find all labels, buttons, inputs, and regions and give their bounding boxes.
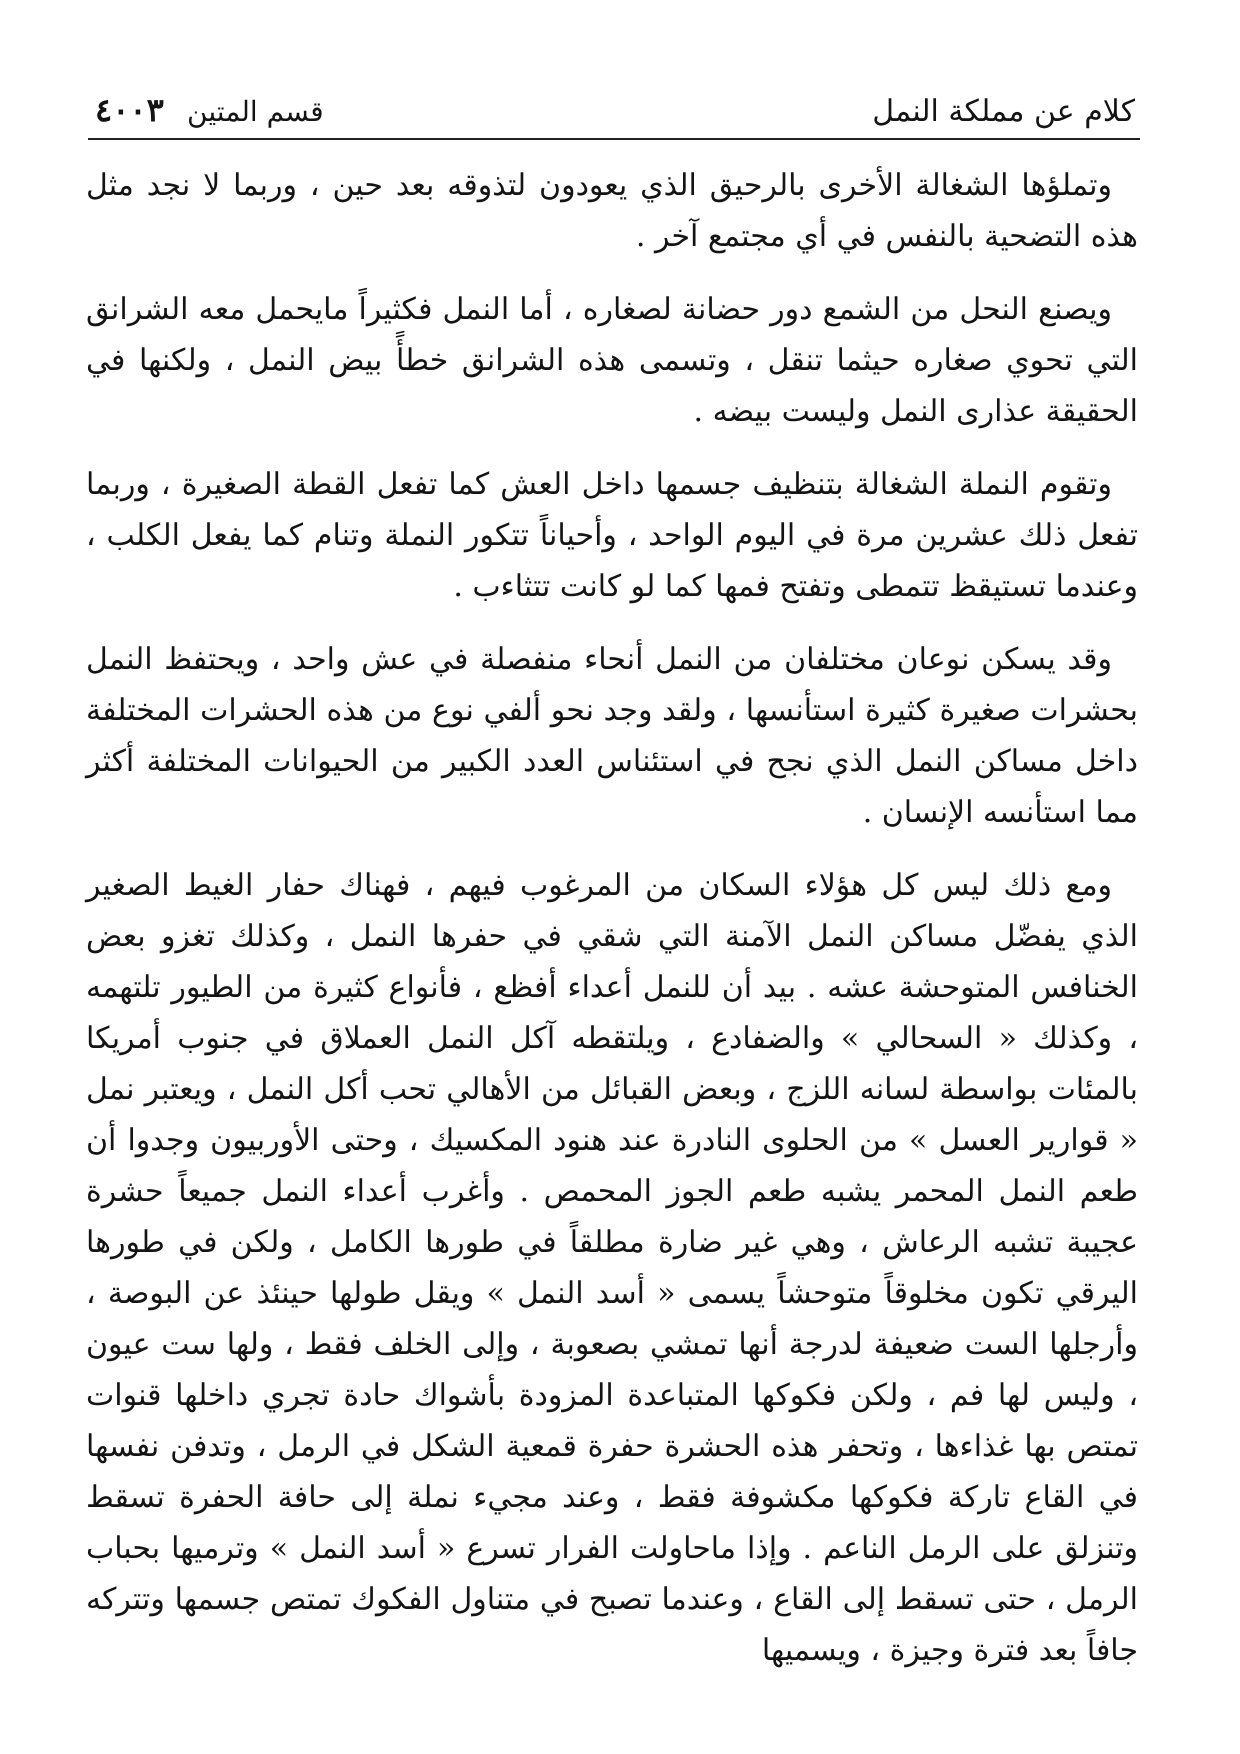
paragraph: وتقوم النملة الشغالة بتنظيف جسمها داخل العش كما تفعل القطة الصغيرة ، وربما تفعل ذلك عشرين مرة في اليوم الواحد ، وأحياناً تتكور النملة وتنام كما يفعل الكلب ، وعندما تستيقظ تتمطى وتفتح فمها كما لو كانت تتثاءب . xyxy=(86,467,1138,604)
running-title: كلام عن مملكة النمل xyxy=(872,94,1135,129)
paragraph: وتملؤها الشغالة الأخرى بالرحيق الذي يعودون لتذوقه بعد حين ، وربما لا نجد مثل هذه التضحية بالنفس في أي مجتمع آخر . xyxy=(86,168,1138,254)
paragraph: ومع ذلك ليس كل هؤلاء السكان من المرغوب فيهم ، فهناك حفار الغيط الصغير الذي يفضّل مساكن النمل الآمنة التي شقي في حفرها النمل ، وكذلك تغزو بعض الخنافس المتوحشة عشه . بيد أن للنمل أعداء أفظع ، فأنواع كثيرة من الطيور تلتهمه ، وكذلك « السحالي » والضفادع ، ويلتقطه آكل النمل العملاق في جنوب أمريكا بالمئات بواسطة لسانه اللزج ، وبعض القبائل من الأهالي تحب أكل النمل ، ويعتبر نمل « قوارير العسل » من الحلوى النادرة عند هنود المكسيك ، وحتى الأوربيون وجدوا أن طعم النمل المحمر يشبه طعم الجوز المحمص . وأغرب أعداء النمل جميعاً حشرة عجيبة تشبه الرعاش ، وهي غير ضارة مطلقاً في طورها الكامل ، ولكن في طورها اليرقي تكون مخلوقاً متوحشاً يسمى « أسد النمل » ويقل طولها حينئذ عن البوصة ، وأرجلها الست ضعيفة لدرجة أنها تمشي بصعوبة ، وإلى الخلف فقط ، ولها ست عيون ، وليس لها فم ، ولكن فكوكها المتباعدة المزودة بأشواك حادة تجري داخلها قنوات تمتص بها غذاءها ، وتحفر هذه الحشرة حفرة قمعية الشكل في الرمل ، وتدفن نفسها في القاع تاركة فكوكها مكشوفة فقط ، وعند مجيء نملة إلى حافة الحفرة تسقط وتنزلق على الرمل الناعم . وإذا ماحاولت الفرار تسرع « أسد النمل » وترميها بحباب الرمل ، حتى تسقط إلى القاع ، وعندما تصبح في متناول الفكوك تمتص جسمها وتتركه جافاً بعد فترة وجيزة ، ويسميها xyxy=(86,868,1138,1668)
section-name: قسم المتين xyxy=(187,95,324,128)
body-text xyxy=(86,160,1138,1676)
paragraph: ويصنع النحل من الشمع دور حضانة لصغاره ، أما النمل فكثيراً مايحمل معه الشرانق التي تحوي صغاره حيثما تنقل ، وتسمى هذه الشرانق خطأً بيض النمل ، ولكنها في الحقيقة عذارى النمل وليست بيضه . xyxy=(86,292,1138,429)
header-rule xyxy=(88,138,1140,140)
page-header xyxy=(95,88,1135,140)
page-number: ٤٠٠٣ xyxy=(95,91,164,129)
paragraph: وقد يسكن نوعان مختلفان من النمل أنحاء منفصلة في عش واحد ، ويحتفظ النمل بحشرات صغيرة كثيرة استأنسها ، ولقد وجد نحو ألفي نوع من هذه الحشرات المختلفة داخل مساكن النمل الذي نجح في استئناس العدد الكبير من الحيوانات المختلفة أكثر مما استأنسه الإنسان . xyxy=(86,642,1138,830)
